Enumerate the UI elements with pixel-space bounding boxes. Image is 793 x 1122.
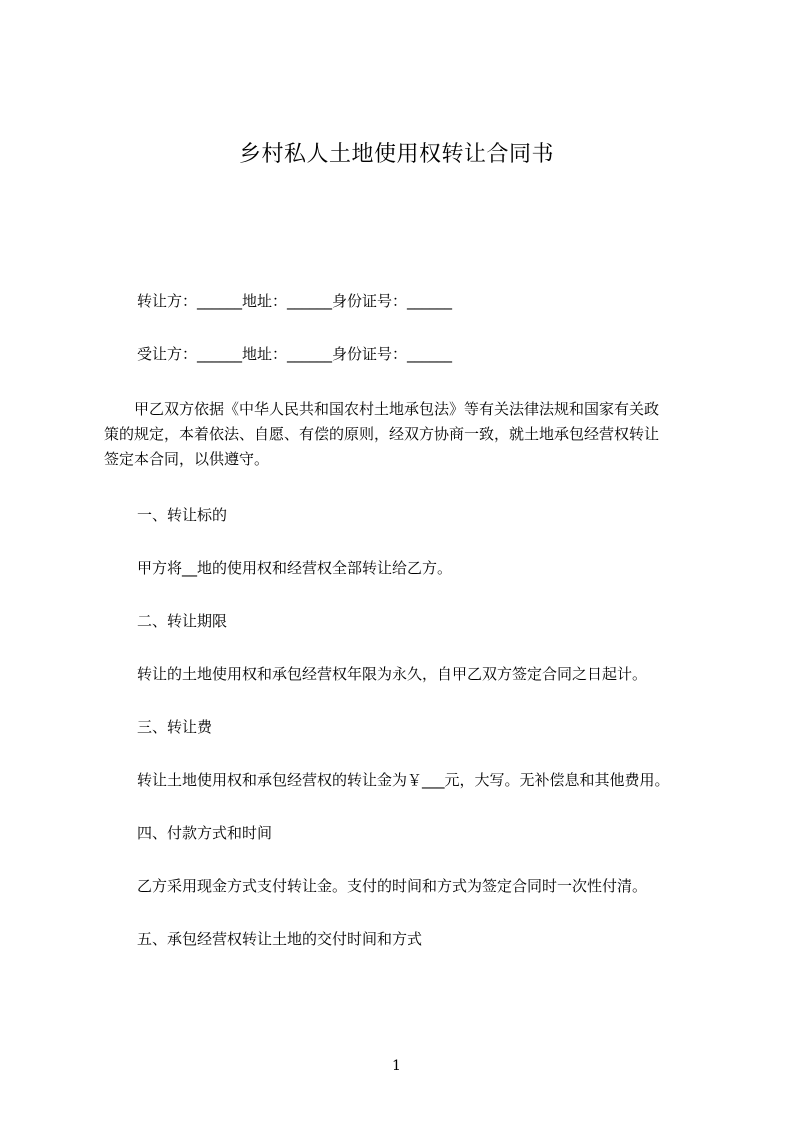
preamble-paragraph: [104, 397, 704, 472]
page-number: 1: [392, 1058, 401, 1074]
section-2-body: 转让的土地使用权和承包经营权年限为永久，自甲乙双方签定合同之日起计。: [137, 665, 648, 683]
preamble-line: 甲乙双方依据《中华人民共和国农村土地承包法》等有关法律法规和国家有关政: [104, 400, 660, 418]
section-1-heading: 一、转让标的: [137, 506, 228, 524]
section-2-heading: 二、转让期限: [137, 612, 228, 630]
section-3-body: 转让土地使用权和承包经营权的转让金为￥___元，大写。无补偿息和其他费用。: [137, 771, 670, 789]
preamble-line: 签定本合同，以供遵守。: [104, 450, 270, 468]
section-1-body: 甲方将__地的使用权和经营权全部转让给乙方。: [137, 559, 453, 577]
transferor-line: 转让方：______地址：______身份证号：______: [137, 292, 453, 310]
section-3-heading: 三、转让费: [137, 718, 213, 736]
section-4-heading: 四、付款方式和时间: [137, 824, 273, 842]
transferee-line: 受让方：______地址：______身份证号：______: [137, 345, 453, 363]
section-5-heading: 五、承包经营权转让土地的交付时间和方式: [137, 930, 423, 948]
section-4-body: 乙方采用现金方式支付转让金。支付的时间和方式为签定合同时一次性付清。: [137, 877, 648, 895]
preamble-line: 策的规定，本着依法、自愿、有偿的原则，经双方协商一致，就土地承包经营权转让: [104, 425, 660, 443]
document-title: 乡村私人土地使用权转让合同书: [238, 142, 554, 167]
